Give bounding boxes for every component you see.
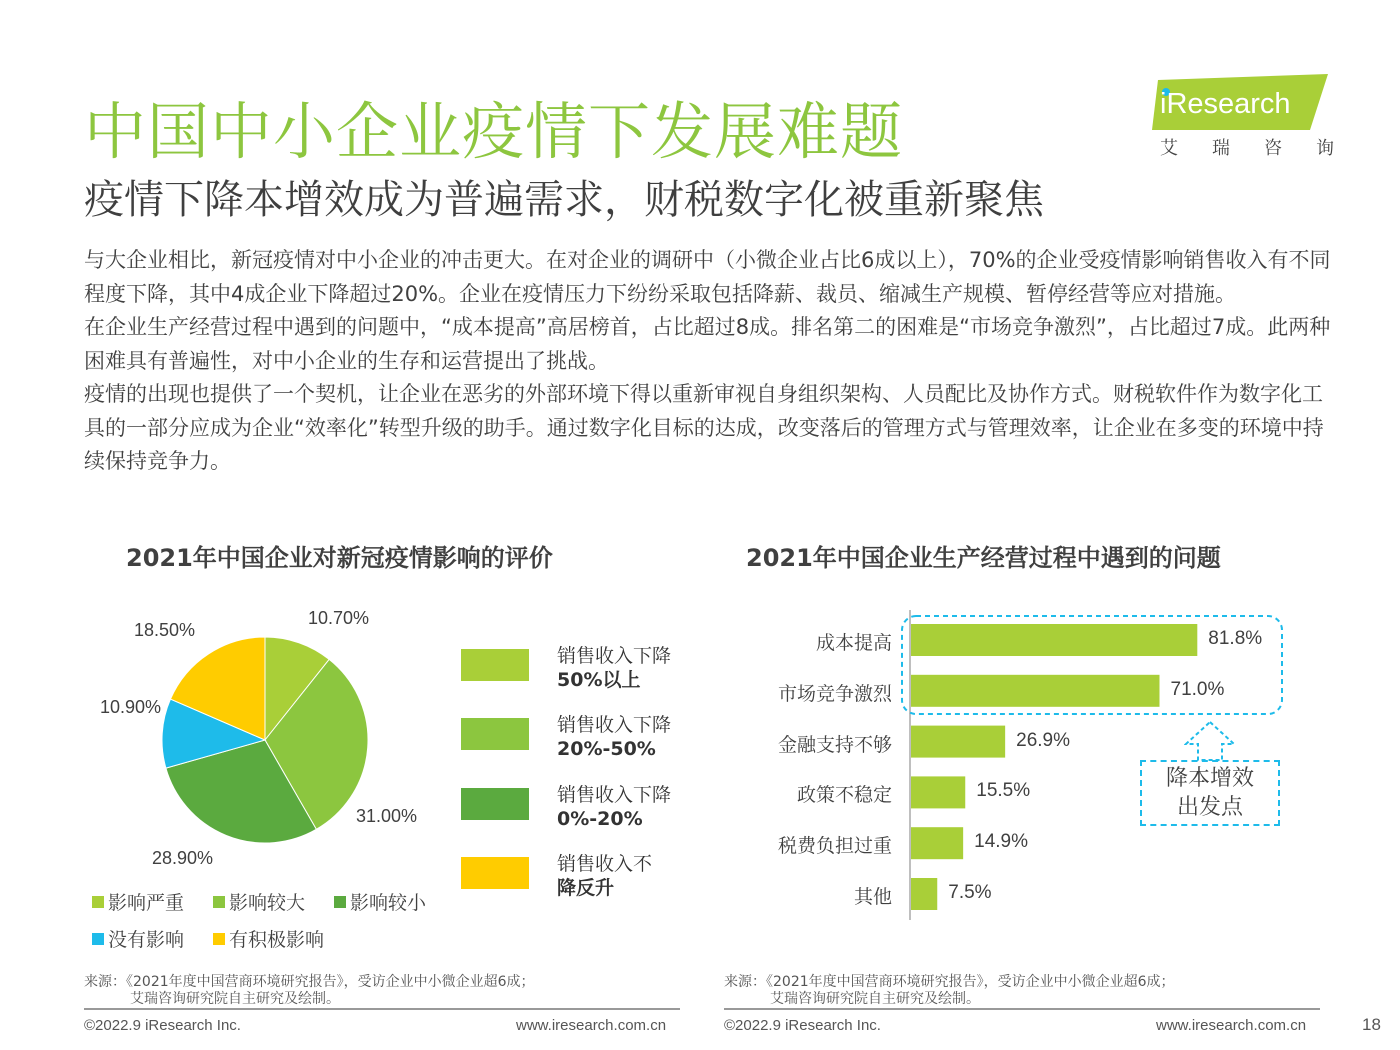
page-number: 18: [1362, 1015, 1381, 1034]
pie-chart: [150, 625, 380, 855]
legend-line: 销售收入下降: [557, 645, 672, 667]
bar-category-label: 税费负担过重: [777, 835, 892, 858]
bar-category-label: 金融支持不够: [777, 733, 892, 756]
bar-data-label: 15.5%: [976, 780, 1031, 802]
pie-legend-item: 有积极影响: [213, 925, 324, 952]
pie-legend-item: 影响较小: [334, 888, 426, 915]
bar: [911, 776, 965, 808]
legend-line: 50%以上: [557, 669, 641, 691]
bar-data-label: 14.9%: [974, 831, 1029, 853]
bar-data-label: 7.5%: [948, 882, 992, 903]
iresearch-logo: [1150, 74, 1368, 164]
page-subtitle: 疫情下降本增效成为普遍需求，财税数字化被重新聚焦: [84, 177, 1044, 223]
legend-item: [557, 644, 697, 692]
legend-item: [557, 852, 697, 900]
pie-legend-item: 没有影响: [92, 925, 184, 952]
source-note: 来源：《2021年度中国营商环境研究报告》，受访企业中小微企业超6成； 艾瑞咨询研究院自主研究及绘制。: [724, 974, 1175, 1007]
footer-copyright: ©2022.9 iResearch Inc.: [84, 1017, 241, 1034]
legend-item: [557, 713, 697, 761]
legend-line: 0%-20%: [557, 808, 643, 830]
pie-data-label: 10.70%: [308, 608, 370, 628]
bar-data-label: 81.8%: [1208, 628, 1263, 649]
body-paragraph: 与大企业相比，新冠疫情对中小企业的冲击更大。在对企业的调研中（小微企业占比6成以上），70%的企业受疫情影响销售收入有不同程度下降，其中4成企业下降超过20%。企业在疫情压力下纷纷采取包括降薪、裁员、缩减生产规模、暂停经营等应对措施。: [84, 248, 1331, 306]
bar-data-label: 26.9%: [1016, 729, 1071, 751]
bar-category-label: 其他: [853, 886, 892, 908]
bar-category-label: 市场竞争激烈: [777, 682, 892, 705]
pie-legend-item: 影响较大: [213, 888, 305, 915]
body-paragraph: 疫情的出现也提供了一个契机，让企业在恶劣的外部环境下得以重新审视自身组织架构、人员配比及协作方式。财税软件作为数字化工具的一部分应成为企业“效率化”转型升级的助手。通过数字化目标的达成，改变落后的管理方式与管理效率，让企业在多变的环境中持续保持竞争力。: [84, 382, 1324, 473]
pie-legend-item: 影响严重: [92, 888, 184, 915]
legend-swatch: [461, 649, 529, 681]
legend-line: 销售收入下降: [557, 784, 672, 806]
pie-data-label: 31.00%: [356, 806, 418, 826]
bar: [911, 827, 963, 859]
body-paragraph: 在企业生产经营过程中遇到的问题中，“成本提高”高居榜首，占比超过8成。排名第二的困难是“市场竞争激烈”，占比超过7成。此两种困难具有普遍性，对中小企业的生存和运营提出了挑战。: [84, 315, 1331, 373]
legend-line: 销售收入不: [557, 853, 653, 875]
page-title: 中国中小企业疫情下发展难题: [84, 95, 904, 168]
callout-box: 降本增效出发点: [1140, 760, 1280, 826]
bar-data-label: 71.0%: [1170, 678, 1225, 700]
pie-data-label: 28.90%: [152, 848, 214, 868]
logo-brand-cn: 艾瑞咨询: [1160, 138, 1368, 159]
bar-chart-title: 2021年中国企业生产经营过程中遇到的问题: [746, 544, 1221, 572]
footer-divider: [724, 1008, 1320, 1010]
pie-data-label: 18.50%: [134, 620, 196, 640]
footer-divider: [84, 1008, 680, 1010]
body-text: [84, 244, 1334, 479]
legend-swatch: [461, 857, 529, 889]
legend-line: 降反升: [557, 877, 615, 899]
pie-data-label: 10.90%: [100, 697, 162, 717]
bar-category-label: 成本提高: [815, 632, 892, 654]
bar: [911, 624, 1197, 656]
pie-chart-title: 2021年中国企业对新冠疫情影响的评价: [126, 544, 553, 572]
logo-brand: iResearch: [1160, 88, 1291, 120]
footer-copyright: ©2022.9 iResearch Inc.: [724, 1017, 881, 1034]
legend-swatch: [461, 718, 529, 750]
legend-swatch: [461, 788, 529, 820]
source-note: 来源：《2021年度中国营商环境研究报告》，受访企业中小微企业超6成； 艾瑞咨询研究院自主研究及绘制。: [84, 974, 535, 1007]
legend-item: [557, 783, 697, 831]
bar: [911, 675, 1160, 707]
footer-site[interactable]: www.iresearch.com.cn: [516, 1017, 667, 1034]
bar-category-label: 政策不稳定: [796, 784, 892, 807]
up-arrow-icon: [1184, 720, 1236, 762]
legend-line: 20%-50%: [557, 738, 656, 760]
legend-line: 销售收入下降: [557, 714, 672, 736]
bar: [911, 726, 1005, 758]
bar: [911, 878, 937, 910]
footer-site[interactable]: www.iresearch.com.cn: [1156, 1017, 1307, 1034]
